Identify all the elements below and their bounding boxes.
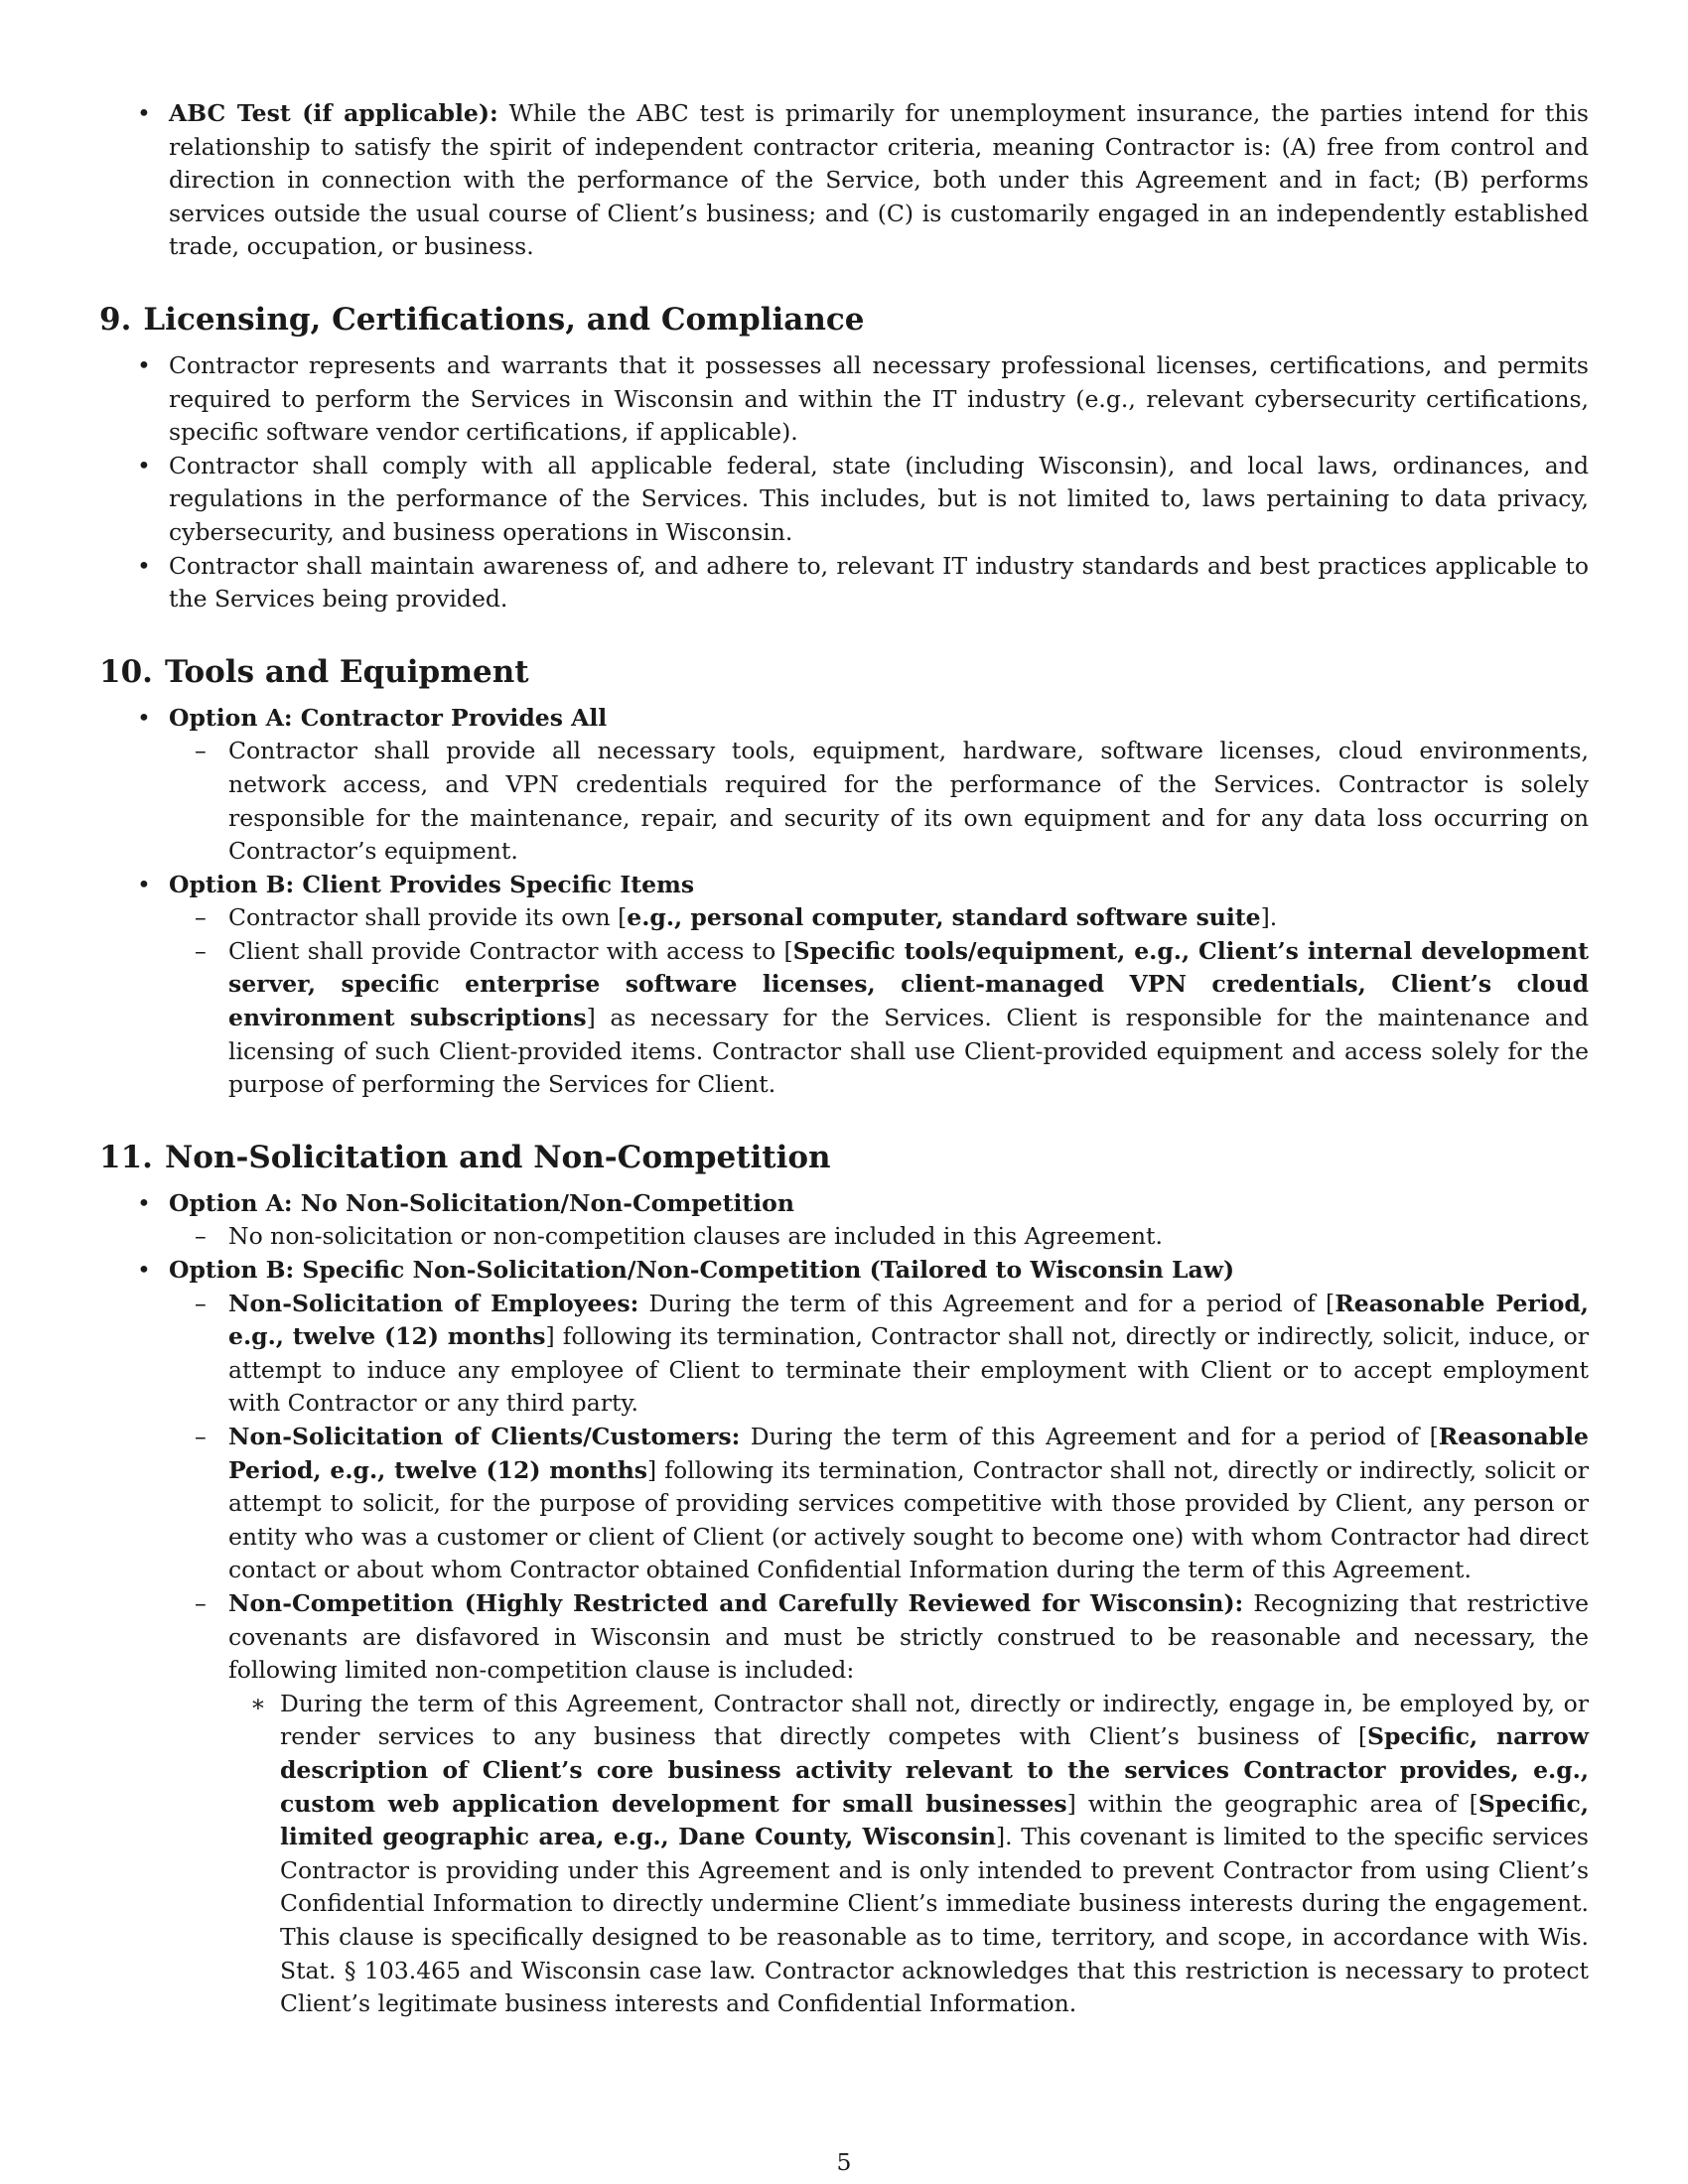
dash-marker: –: [195, 1289, 207, 1317]
non-solicitation-employees: – Non-Solicitation of Employees: During the term of this Agreement and for a period of [Reasonable Period, e.g., twelve (12) months] following its termination, Contractor shall not, directly or indirectly, solicit, induce, or attempt to induce any employee of Client to terminate their employment with Client or to accept employment with Contractor or any third party.: [195, 1289, 1590, 1418]
abc-test-label: ABC Test (if applicable):: [169, 99, 498, 127]
bullet-marker: •: [137, 1256, 151, 1285]
section-9-item-3: • Contractor shall maintain awareness of, and adhere to, relevant IT industry standards and best practices applicable to the Services being provided.: [137, 551, 1589, 614]
bullet-marker: •: [137, 1188, 151, 1217]
section-9-item-1: • Contractor represents and warrants that it possesses all necessary professional licenses, certifications, and permits required to perform the Services in Wisconsin and within the IT industry (e.g., relevant cybersecurity certifications, specific software vendor certifications, if applicable).: [137, 350, 1589, 447]
dash-marker: –: [195, 936, 207, 965]
section-10-option-a-item: – Contractor shall provide all necessary tools, equipment, hardware, software licenses, cloud environments, network access, and VPN credentials required for the performance of the Services. Contractor is solely responsible for the maintenance, repair, and security of its own equipment and for any data loss occurring on Contractor’s equipment.: [195, 737, 1589, 866]
bullet-marker: •: [137, 703, 151, 732]
bullet-marker: •: [137, 350, 151, 379]
abc-test-item: [99, 97, 1589, 264]
section-10-option-b-item-1: – Contractor shall provide its own [e.g., personal computer, standard software suite].: [99, 901, 1589, 935]
star-marker: ∗: [250, 1689, 266, 1717]
bullet-marker: •: [137, 870, 151, 898]
bullet-marker: •: [137, 551, 151, 580]
abc-test-text: While the ABC test is primarily for unemployment insurance, the parties intend for this relationship to satisfy the spirit of independent contractor criteria, meaning Contractor is: (A) free from control and direction in connection with the performance of the Service, both under this Agreement and in fact; (B) performs services outside the usual course of Client’s business; and (C) is customarily engaged in an independently established trade, occupation, or business.: [169, 99, 1589, 261]
section-11-heading: 11. Non-Solicitation and Non-Competition: [99, 1139, 831, 1175]
bullet-marker: •: [137, 451, 151, 479]
non-competition-clause: ∗ During the term of this Agreement, Contractor shall not, directly or indirectly, engage in, be employed by, or render services to any business that directly competes with Client’s business of [Specific, narrow description of Client’s core business activity relevant to the services Contractor provides, e.g., custom web application development for small businesses] within the geographic area of [Specific, limited geographic area, e.g., Dane County, Wisconsin]. This covenant is limited to the specific services Contractor is providing under this Agreement and is only intended to prevent Contractor from using Client’s Confidential Information to directly undermine Client’s immediate business interests during the engagement. This clause is specifically designed to be reasonable as to time, territory, and scope, in accordance with Wis. Stat. § 103.465 and Wisconsin case law. Contractor acknowledges that this restriction is necessary to protect Client’s legitimate business interests and Confidential Information.: [250, 1689, 1589, 2018]
non-solicitation-clients: – Non-Solicitation of Clients/Customers: During the term of this Agreement and for a period of [Reasonable Period, e.g., twelve (12) months] following its termination, Contractor shall not, directly or indirectly, solicit or attempt to solicit, for the purpose of providing services competitive with those provided by Client, any person or entity who was a customer or client of Client (or actively sought to become one) with whom Contractor had direct contact or about whom Contractor obtained Confidential Information during the term of this Agreement.: [195, 1423, 1590, 1584]
section-9-heading: 9. Licensing, Certifications, and Compliance: [99, 301, 865, 338]
option-a-label: Option A: Contractor Provides All: [169, 703, 608, 732]
section-10-option-b: [99, 869, 1589, 902]
section-11-option-a-item: – No non-solicitation or non-competition clauses are included in this Agreement.: [99, 1220, 1589, 1254]
dash-marker: –: [195, 903, 207, 932]
non-competition: – Non-Competition (Highly Restricted and Carefully Reviewed for Wisconsin): Recognizing that restrictive covenants are disfavored in Wisconsin and must be strictly construed to be reasonable and necessary, the following limited non-competition clause is included:: [195, 1588, 1590, 1685]
option-b-label: Option B: Client Provides Specific Items: [169, 870, 695, 898]
section-11-option-b: • Option B: Specific Non-Solicitation/Non-Competition (Tailored to Wisconsin Law): [99, 1254, 1589, 1288]
section-10-option-a: [99, 702, 1589, 736]
dash-marker: –: [195, 737, 207, 765]
document-page: [99, 97, 1589, 2021]
dash-marker: –: [195, 1423, 207, 1450]
dash-marker: –: [195, 1588, 207, 1617]
dash-marker: –: [195, 1222, 207, 1251]
section-9-item-2: • Contractor shall comply with all applicable federal, state (including Wisconsin), and local laws, ordinances, and regulations in the performance of the Services. This includes, but is not limited to, laws pertaining to data privacy, cybersecurity, and business operations in Wisconsin.: [137, 451, 1589, 546]
bullet-marker: •: [137, 99, 151, 127]
section-11-option-a: • Option A: No Non-Solicitation/Non-Competition: [99, 1187, 1589, 1221]
section-10-heading: 10. Tools and Equipment: [99, 653, 529, 690]
page-number: 5: [836, 2148, 852, 2176]
section-10-option-b-item-2: – Client shall provide Contractor with access to [Specific tools/equipment, e.g., Client’s internal development server, specific enterprise software licenses, client-managed VPN credentials, Client’s cloud environment subscriptions] as necessary for the Services. Client is responsible for the maintenance and licensing of such Client-provided items. Contractor shall use Client-provided equipment and access solely for the purpose of performing the Services for Client.: [195, 936, 1589, 1099]
